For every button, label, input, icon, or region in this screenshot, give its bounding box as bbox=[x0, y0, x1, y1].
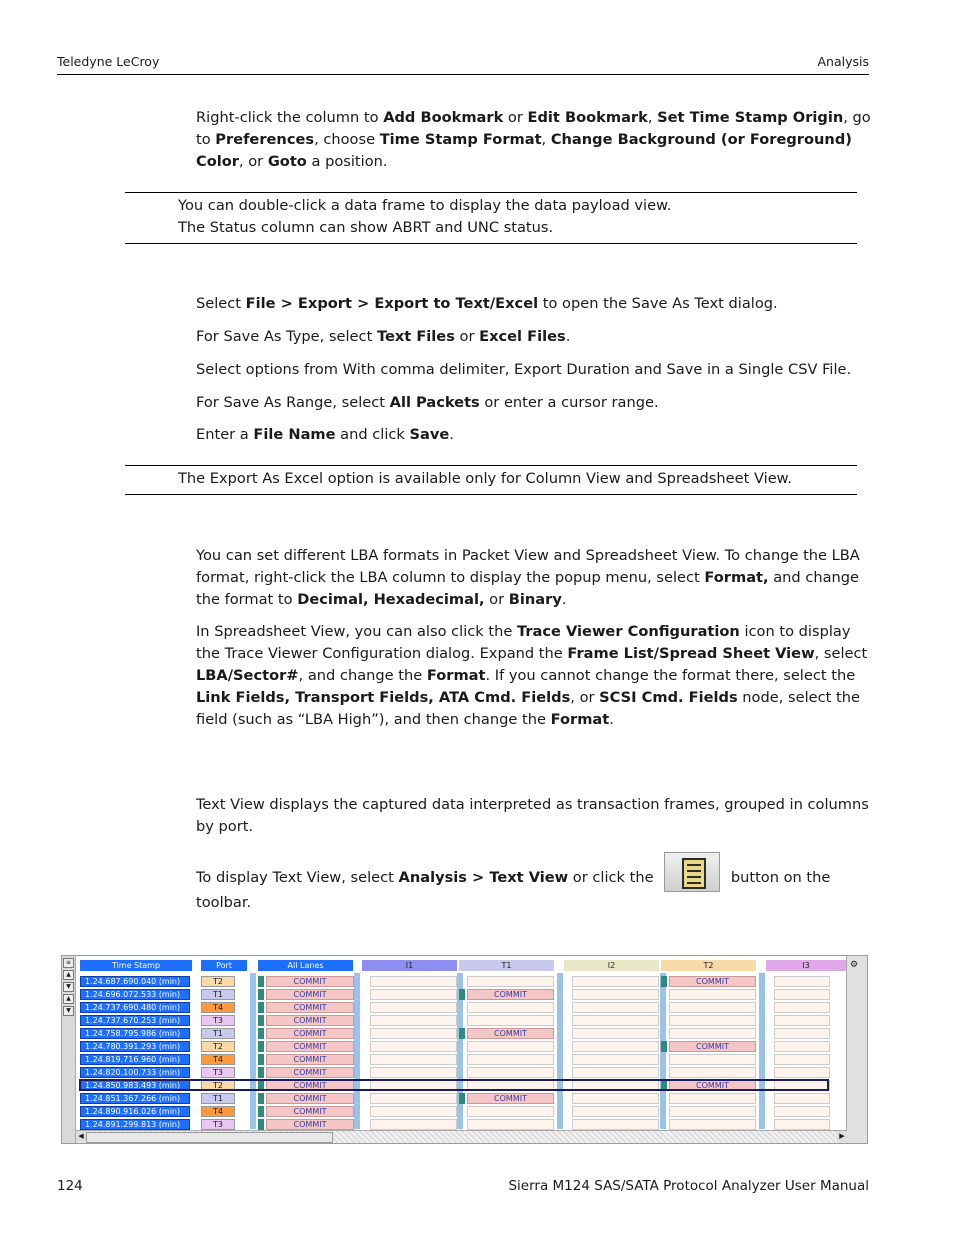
t2-cell bbox=[669, 1002, 756, 1013]
all-lanes-cell: COMMIT bbox=[266, 1015, 354, 1026]
t2-cell bbox=[669, 1106, 756, 1117]
port-cell: T4 bbox=[201, 1002, 235, 1013]
timestamp-cell: 1.24.696.072.533 (min) bbox=[80, 989, 190, 1000]
timestamp-cell: 1.24.758.795.986 (min) bbox=[80, 1028, 190, 1039]
t1-cell: COMMIT bbox=[467, 989, 554, 1000]
all-lanes-cell: COMMIT bbox=[266, 1093, 354, 1104]
lane-marker bbox=[258, 1093, 264, 1104]
t2-cell bbox=[669, 1054, 756, 1065]
t1-cell bbox=[467, 1106, 554, 1117]
port-cell: T2 bbox=[201, 1080, 235, 1091]
port-cell: T2 bbox=[201, 1041, 235, 1052]
t1-cell bbox=[467, 1054, 554, 1065]
text-view-screenshot bbox=[61, 955, 868, 1144]
i2-cell bbox=[572, 976, 659, 987]
horizontal-scrollbar[interactable] bbox=[76, 1130, 847, 1143]
port-cell: T3 bbox=[201, 1067, 235, 1078]
t2-cell bbox=[669, 1028, 756, 1039]
column-header[interactable]: All Lanes bbox=[258, 960, 353, 971]
timestamp-cell: 1.24.891.299.813 (min) bbox=[80, 1119, 190, 1130]
i3-cell bbox=[774, 989, 830, 1000]
t2-cell bbox=[669, 989, 756, 1000]
export-step-2: For Save As Type, select Text Files or Excel Files. bbox=[196, 328, 571, 345]
bookmark-paragraph: Right-click the column to Add Bookmark or Edit Bookmark, Set Time Stamp Origin, go to Preferences, choose Time Stamp Format, Change Background (or Foreground) Color, or Goto a position. bbox=[196, 109, 871, 170]
timestamp-cell: 1.24.890.916.026 (min) bbox=[80, 1106, 190, 1117]
t2-cell bbox=[669, 1093, 756, 1104]
t1-cell: COMMIT bbox=[467, 1028, 554, 1039]
i2-cell bbox=[572, 1119, 659, 1130]
all-lanes-cell: COMMIT bbox=[266, 976, 354, 987]
i1-cell bbox=[370, 1093, 457, 1104]
lane-marker bbox=[258, 1028, 264, 1039]
t2-cell: COMMIT bbox=[669, 1080, 756, 1091]
timestamp-cell: 1.24.737.670.253 (min) bbox=[80, 1015, 190, 1026]
i1-cell bbox=[370, 1002, 457, 1013]
lane-marker bbox=[258, 1041, 264, 1052]
i2-cell bbox=[572, 1067, 659, 1078]
i2-cell bbox=[572, 1015, 659, 1026]
port-cell: T4 bbox=[201, 1106, 235, 1117]
i2-cell bbox=[572, 1093, 659, 1104]
timestamp-cell: 1.24.850.983.493 (min) bbox=[80, 1080, 190, 1091]
column-header[interactable]: Time Stamp bbox=[80, 960, 192, 971]
selected-row-highlight bbox=[79, 1079, 829, 1091]
right-panel-strip[interactable] bbox=[846, 956, 867, 1143]
i1-cell bbox=[370, 976, 457, 987]
i3-cell bbox=[774, 1093, 830, 1104]
note-box-1 bbox=[125, 192, 857, 244]
header-rule bbox=[57, 74, 869, 75]
i2-cell bbox=[572, 1106, 659, 1117]
lane-marker bbox=[258, 989, 264, 1000]
i2-cell bbox=[572, 1054, 659, 1065]
export-step-3: Select options from With comma delimiter, Export Duration and Save in a Single CSV File. bbox=[196, 361, 852, 378]
t2-cell bbox=[669, 1119, 756, 1130]
all-lanes-cell: COMMIT bbox=[266, 1106, 354, 1117]
note-line: The Export As Excel option is available only for Column View and Spreadsheet View. bbox=[178, 470, 792, 487]
lba-paragraph-2: In Spreadsheet View, you can also click the Trace Viewer Configuration icon to display the Trace Viewer Configuration dialog. Expand the Frame List/Spread Sheet View, select LBA/Sector#, and change the Format. If you cannot change the format there, select the Link Fields, Transport Fields, ATA Cmd. Fields, or SCSI Cmd. Fields node, select the field (such as “LBA High”), and then change the Format. bbox=[196, 623, 868, 728]
all-lanes-cell: COMMIT bbox=[266, 1080, 354, 1091]
i2-cell bbox=[572, 1028, 659, 1039]
port-cell: T1 bbox=[201, 1028, 235, 1039]
note-box-2 bbox=[125, 465, 857, 495]
timestamp-cell: 1.24.687.690.040 (min) bbox=[80, 976, 190, 987]
vertical-toolbar[interactable]: ≡ ▲ ▼ ▲ ▼ bbox=[62, 956, 76, 1143]
i2-cell bbox=[572, 1002, 659, 1013]
i1-cell bbox=[370, 1015, 457, 1026]
lane-separator bbox=[354, 973, 360, 1129]
column-header[interactable]: I1 bbox=[362, 960, 457, 971]
i2-cell bbox=[572, 989, 659, 1000]
header-company: Teledyne LeCroy bbox=[57, 54, 160, 69]
note-line: The Status column can show ABRT and UNC status. bbox=[178, 219, 554, 236]
all-lanes-cell: COMMIT bbox=[266, 1002, 354, 1013]
t2-cell: COMMIT bbox=[669, 1041, 756, 1052]
manual-title: Sierra M124 SAS/SATA Protocol Analyzer User Manual bbox=[508, 1178, 869, 1194]
i1-cell bbox=[370, 1054, 457, 1065]
t1-cell: COMMIT bbox=[467, 1093, 554, 1104]
t1-cell bbox=[467, 976, 554, 987]
lane-marker bbox=[258, 1002, 264, 1013]
column-header[interactable]: I2 bbox=[564, 960, 659, 971]
i3-cell bbox=[774, 1002, 830, 1013]
lane-separator bbox=[759, 973, 765, 1129]
port-cell: T1 bbox=[201, 989, 235, 1000]
lane-marker bbox=[258, 1015, 264, 1026]
port-cell: T3 bbox=[201, 1015, 235, 1026]
i2-cell bbox=[572, 1041, 659, 1052]
i1-cell bbox=[370, 1041, 457, 1052]
export-step-5: Enter a File Name and click Save. bbox=[196, 426, 454, 443]
t1-marker bbox=[459, 1093, 465, 1104]
text-view-icon[interactable] bbox=[664, 852, 720, 892]
text-view-description: Text View displays the captured data interpreted as transaction frames, grouped in columns by port. bbox=[196, 796, 869, 835]
text-view-instructions: To display Text View, select Analysis > Text View or click the button on the toolbar. bbox=[196, 852, 872, 914]
port-cell: T4 bbox=[201, 1054, 235, 1065]
column-header[interactable]: I3 bbox=[766, 960, 846, 971]
i3-cell bbox=[774, 1028, 830, 1039]
i3-cell bbox=[774, 1106, 830, 1117]
column-header[interactable]: T2 bbox=[661, 960, 756, 971]
t2-cell bbox=[669, 1067, 756, 1078]
i3-cell bbox=[774, 1067, 830, 1078]
i3-cell bbox=[774, 976, 830, 987]
timestamp-cell: 1.24.737.690.480 (min) bbox=[80, 1002, 190, 1013]
t1-marker bbox=[459, 1028, 465, 1039]
timestamp-cell: 1.24.819.716.960 (min) bbox=[80, 1054, 190, 1065]
i1-cell bbox=[370, 1028, 457, 1039]
lane-separator bbox=[250, 973, 256, 1129]
i1-cell bbox=[370, 989, 457, 1000]
t2-cell: COMMIT bbox=[669, 976, 756, 987]
timestamp-cell: 1.24.820.100.733 (min) bbox=[80, 1067, 190, 1078]
lane-marker bbox=[258, 976, 264, 987]
port-cell: T2 bbox=[201, 976, 235, 987]
t1-cell bbox=[467, 1002, 554, 1013]
all-lanes-cell: COMMIT bbox=[266, 989, 354, 1000]
lane-marker bbox=[258, 1067, 264, 1078]
t1-marker bbox=[459, 989, 465, 1000]
port-cell: T3 bbox=[201, 1119, 235, 1130]
i1-cell bbox=[370, 1119, 457, 1130]
lba-paragraph-1: You can set different LBA formats in Packet View and Spreadsheet View. To change the LBA format, right-click the LBA column to display the popup menu, select Format, and change the format to Decimal, Hexadecimal, or Binary. bbox=[196, 547, 860, 608]
i3-cell bbox=[774, 1119, 830, 1130]
all-lanes-cell: COMMIT bbox=[266, 1054, 354, 1065]
t1-cell bbox=[467, 1119, 554, 1130]
i1-cell bbox=[370, 1106, 457, 1117]
t1-cell bbox=[467, 1041, 554, 1052]
export-step-4: For Save As Range, select All Packets or enter a cursor range. bbox=[196, 394, 659, 411]
all-lanes-cell: COMMIT bbox=[266, 1067, 354, 1078]
all-lanes-cell: COMMIT bbox=[266, 1028, 354, 1039]
scrollbar-thumb[interactable] bbox=[86, 1132, 333, 1143]
timestamp-cell: 1.24.851.367.266 (min) bbox=[80, 1093, 190, 1104]
page-number: 124 bbox=[57, 1178, 83, 1194]
column-header[interactable]: T1 bbox=[459, 960, 554, 971]
t2-marker bbox=[661, 1041, 667, 1052]
scroll-right-arrow[interactable]: ▶ bbox=[837, 1131, 847, 1142]
settings-icon[interactable]: ⚙ bbox=[850, 960, 859, 970]
port-cell: T1 bbox=[201, 1093, 235, 1104]
header-section: Analysis bbox=[817, 54, 869, 69]
lane-separator bbox=[557, 973, 563, 1129]
i3-cell bbox=[774, 1015, 830, 1026]
lane-marker bbox=[258, 1054, 264, 1065]
lane-marker bbox=[258, 1106, 264, 1117]
all-lanes-cell: COMMIT bbox=[266, 1041, 354, 1052]
t2-marker bbox=[661, 976, 667, 987]
t1-cell bbox=[467, 1015, 554, 1026]
scroll-left-arrow[interactable]: ◀ bbox=[76, 1131, 86, 1142]
timestamp-cell: 1.24.780.391.293 (min) bbox=[80, 1041, 190, 1052]
export-step-1: Select File > Export > Export to Text/Excel to open the Save As Text dialog. bbox=[196, 295, 778, 312]
i1-cell bbox=[370, 1067, 457, 1078]
note-line: You can double-click a data frame to display the data payload view. bbox=[178, 197, 672, 214]
t2-cell bbox=[669, 1015, 756, 1026]
lane-marker bbox=[258, 1119, 264, 1130]
column-header[interactable]: Port bbox=[201, 960, 247, 971]
all-lanes-cell: COMMIT bbox=[266, 1119, 354, 1130]
i3-cell bbox=[774, 1041, 830, 1052]
t1-cell bbox=[467, 1067, 554, 1078]
i3-cell bbox=[774, 1054, 830, 1065]
